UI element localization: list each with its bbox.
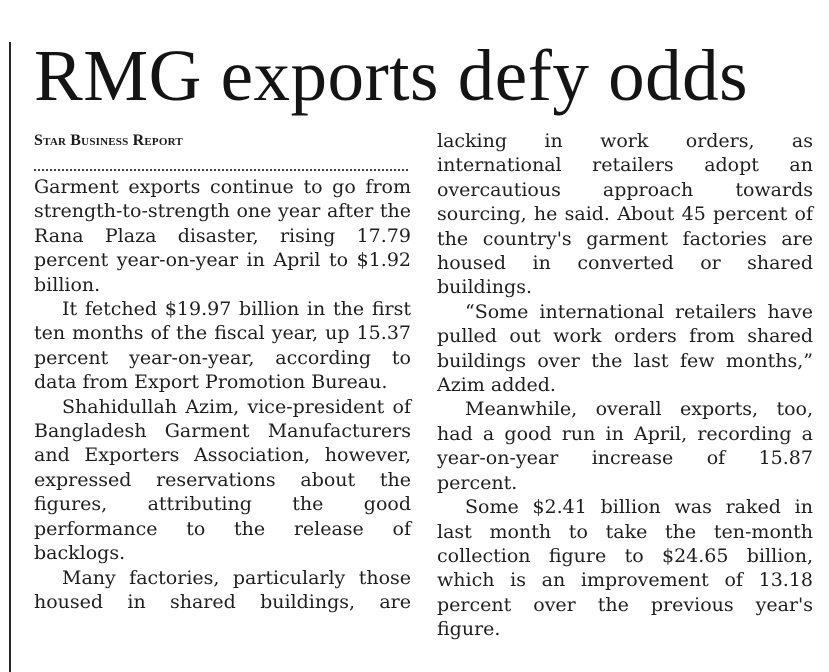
byline: Star Business Report <box>34 132 183 149</box>
paragraph: “Some international retailers have pulled out work orders from shared buildings over the last few months,” Azim added. <box>437 300 813 397</box>
headline: RMG exports defy odds <box>34 35 749 116</box>
left-column <box>34 129 411 614</box>
paragraph: It fetched $19.97 billion in the first ten months of the fiscal year, up 15.37 percent year-on-year, according to data from Export Promotion Bureau. <box>34 298 411 394</box>
column-rule <box>9 42 11 672</box>
paragraph: Shahidullah Azim, vice-president of Bangladesh Garment Manufacturers and Exporters Association, however, expressed reservations about the figures, attributing the good performance to the release of backlogs. <box>34 395 411 565</box>
paragraph: Many factories, particularly those housed in shared buildings, are <box>34 566 411 613</box>
paragraph: Some $2.41 billion was raked in last month to take the ten-month collection figure to $24.65 billion, which is an improvement of 13.18 percent over the previous year's figure. <box>437 496 813 641</box>
paragraph: lacking in work orders, as international retailers adopt an overcautious approach towards sourcing, he said. About 45 percent of the country's garment factories are housed in converted or shared buildings. <box>437 130 813 299</box>
paragraph: Garment exports continue to go from strength-to-strength one year after the Rana Plaza disaster, rising 17.79 percent year-on-year in April to $1.92 billion. <box>34 176 411 296</box>
right-column <box>437 129 813 642</box>
dotted-divider <box>34 169 408 171</box>
paragraph: Meanwhile, overall exports, too, had a good run in April, recording a year-on-year increase of 15.87 percent. <box>437 398 813 494</box>
